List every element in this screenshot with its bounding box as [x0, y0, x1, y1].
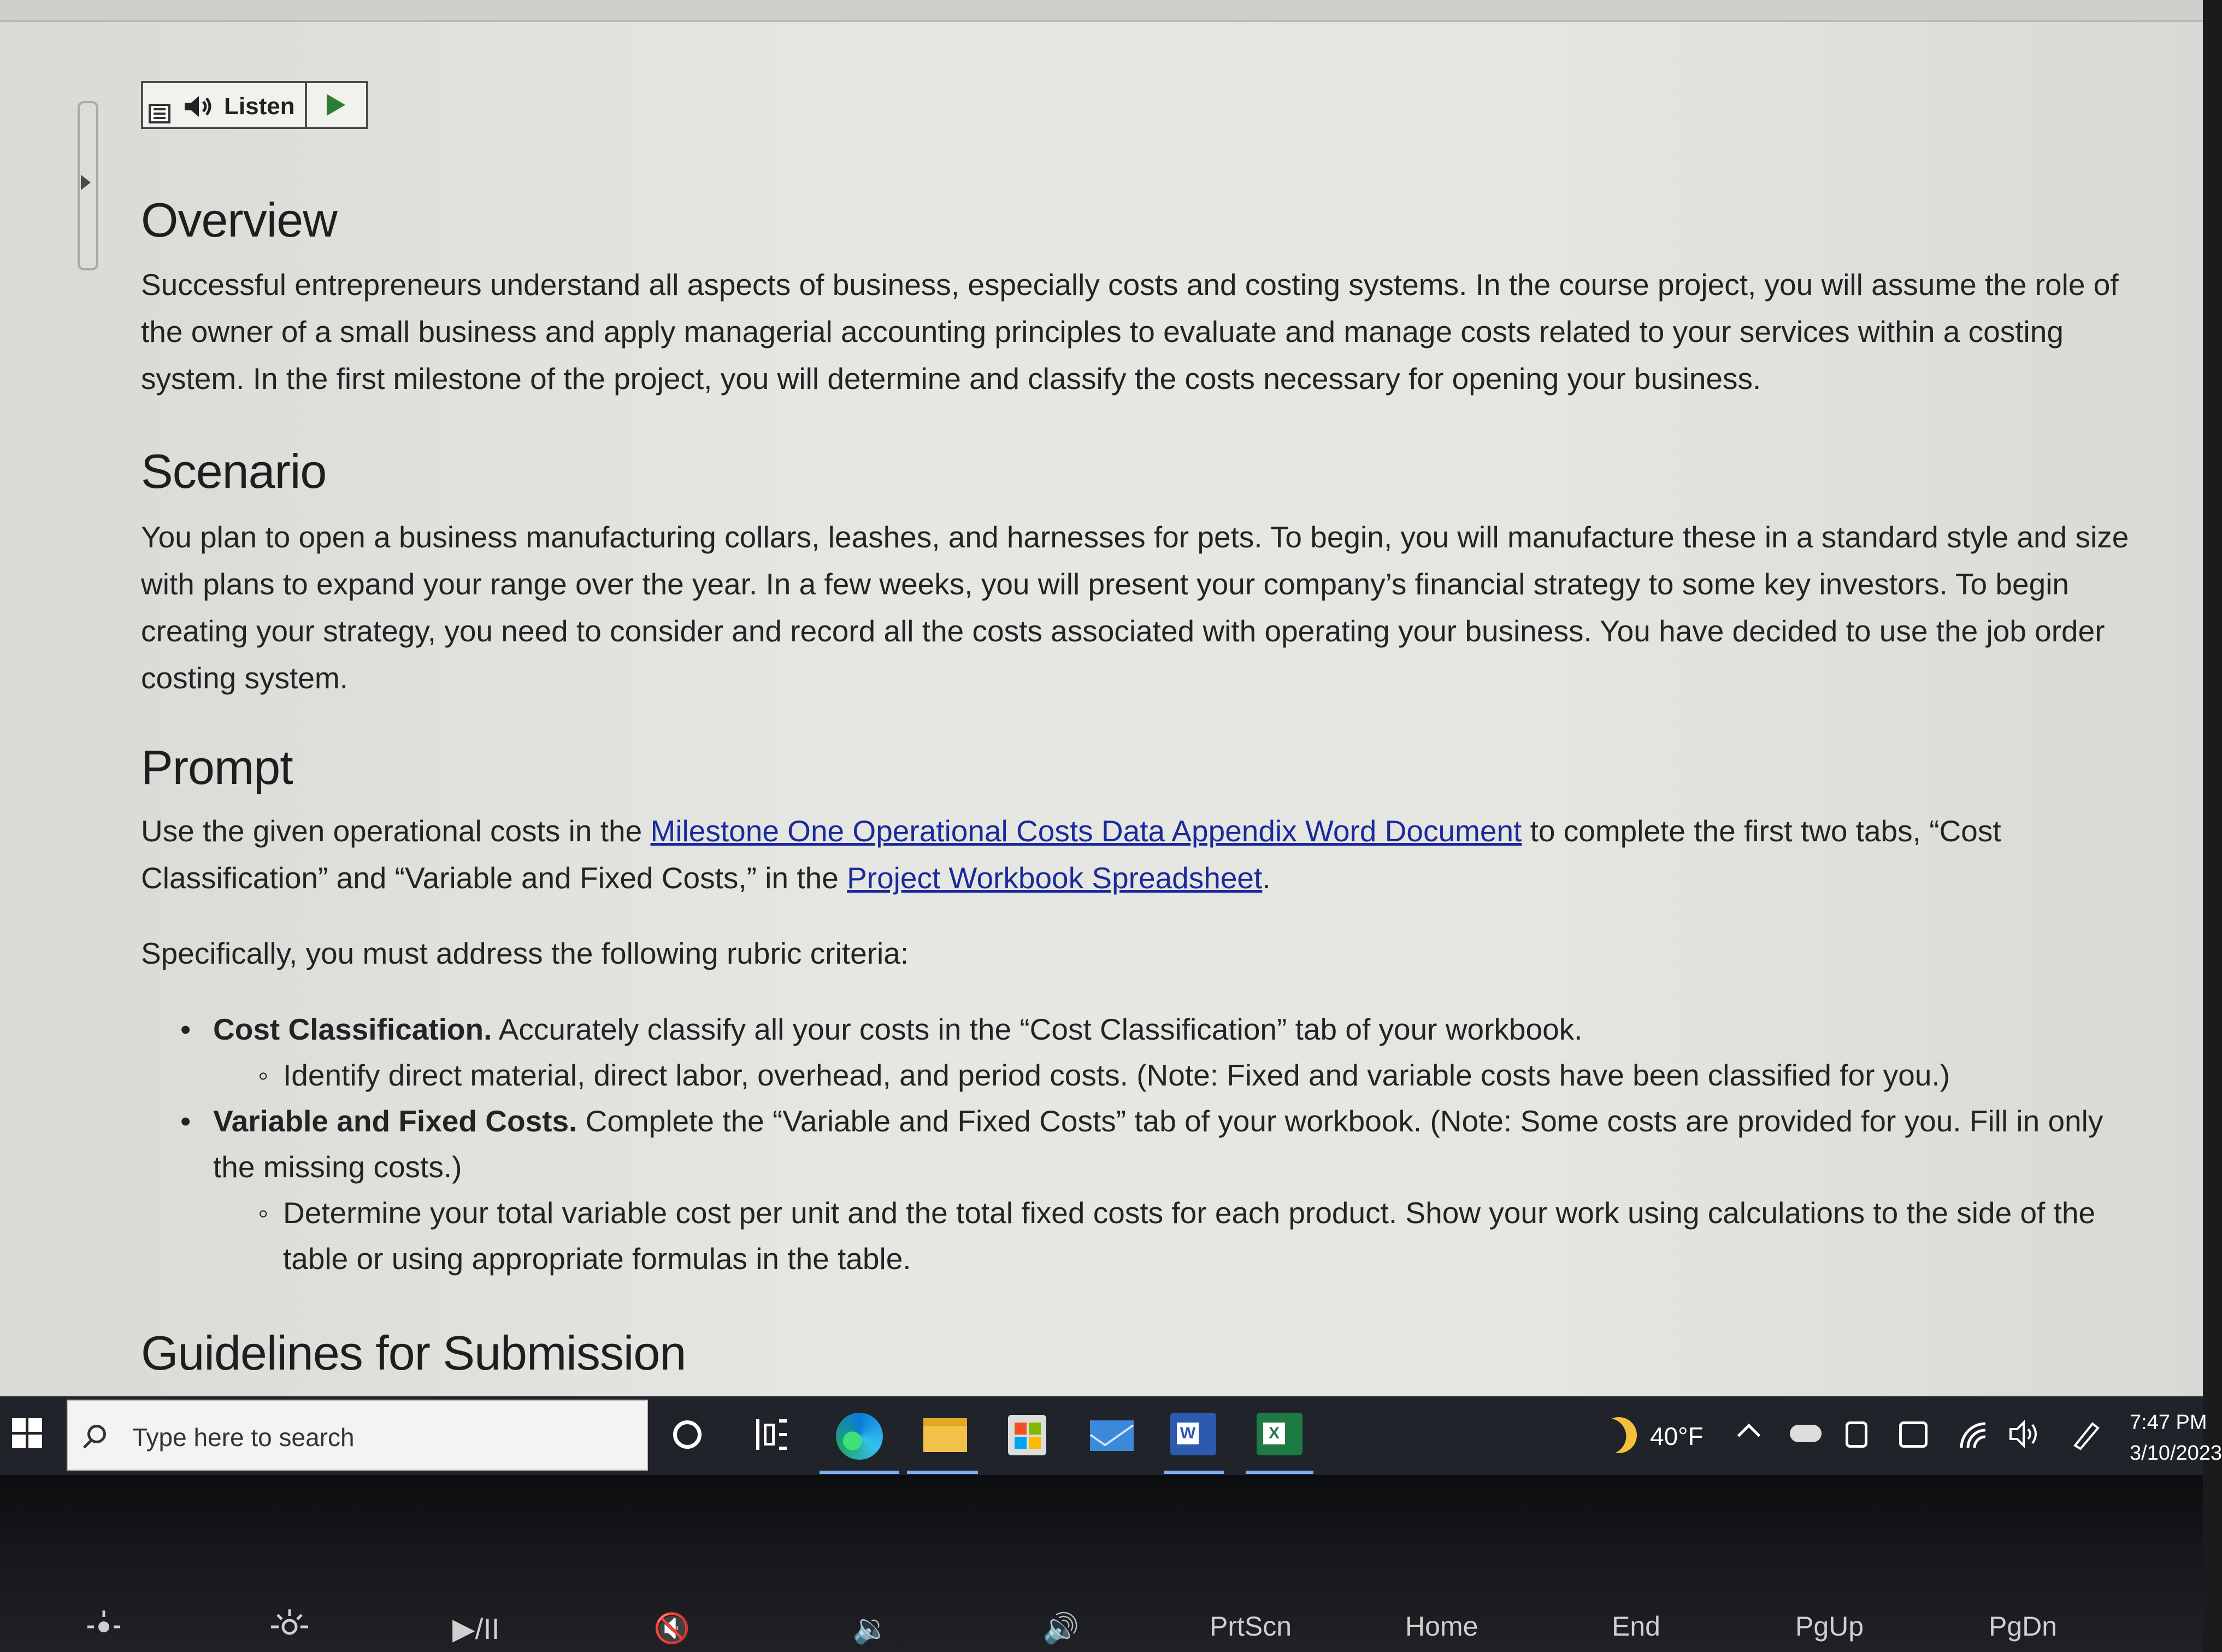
play-pause-key: ▶/II — [452, 1613, 500, 1645]
brightness-down-icon — [82, 1608, 126, 1636]
task-view-icon[interactable] — [756, 1419, 787, 1450]
wifi-icon[interactable] — [1958, 1420, 1989, 1449]
mail-icon[interactable] — [1090, 1420, 1134, 1451]
listen-divider — [305, 83, 307, 127]
listen-widget[interactable] — [141, 81, 368, 129]
microsoft-store-icon[interactable] — [1008, 1415, 1046, 1455]
criterion-sub-item: ◦ Determine your total variable cost per unit and the total fixed costs for each product. Show your work using calculations to the side of the table or using appropriate formulas in the table. — [213, 1190, 2130, 1282]
pen-icon[interactable] — [2071, 1418, 2102, 1450]
volume-down-key: 🔉 — [852, 1612, 889, 1645]
excel-icon[interactable]: X — [1257, 1413, 1302, 1455]
search-icon — [87, 1425, 106, 1443]
criterion-variable-fixed-costs: • Variable and Fixed Costs. Complete the “Variable and Fixed Costs” tab of your workbook. (Note: Some costs are provided for you. Fill in only the missing costs.) ◦ Determine your total variable cost per unit and the total fixed costs for each product. Show your work using calculations to the side of the table or using appropriate formulas in the table. — [141, 1098, 2130, 1282]
rubric-criteria-list — [141, 1006, 2130, 1282]
display-icon[interactable] — [1899, 1421, 1928, 1448]
rubric-intro: Specifically, you must address the following rubric criteria: — [141, 936, 909, 970]
project-workbook-link[interactable]: Project Workbook Spreadsheet — [847, 861, 1263, 895]
speaker-icon — [182, 94, 215, 119]
active-app-indicator — [1164, 1471, 1224, 1474]
milestone-appendix-link[interactable]: Milestone One Operational Costs Data Appendix Word Document — [650, 814, 1522, 848]
pgup-key: PgUp — [1795, 1611, 1864, 1642]
guidelines-heading: Guidelines for Submission — [141, 1326, 686, 1380]
weather-temperature[interactable]: 40°F — [1650, 1422, 1704, 1450]
windows-start-icon[interactable] — [12, 1418, 43, 1449]
active-app-indicator — [820, 1471, 899, 1474]
criterion-cost-classification: • Cost Classification. Accurately classify all your costs in the “Cost Classification” tab of your workbook. ◦ Identify direct material, direct labor, overhead, and period costs. (Note: Fixed and variable costs have been classified for you.) — [141, 1006, 2130, 1098]
clock-time: 7:47 PM — [2130, 1411, 2207, 1434]
active-app-indicator — [1246, 1471, 1313, 1474]
criterion-sub-item: ◦ Identify direct material, direct labor, overhead, and period costs. (Note: Fixed and variable costs have been classified for you.) — [213, 1052, 2130, 1098]
system-clock[interactable] — [2130, 1407, 2222, 1468]
cortana-icon[interactable] — [673, 1420, 702, 1449]
browser-top-edge — [0, 0, 2203, 22]
prompt-text: Use the given operational costs in the Milestone One Operational Costs Data Appendix Word Document to complete the first two tabs, “Cost Classification” and “Variable and Fixed Costs,” in the Project Workbook Spreadsheet. — [141, 814, 2001, 895]
mute-key: 🔇 — [653, 1612, 691, 1645]
pgdn-key: PgDn — [1989, 1611, 2058, 1642]
expand-arrow-icon[interactable] — [81, 175, 91, 190]
overview-text: Successful entrepreneurs understand all aspects of business, especially costs and costing systems. In the course project, you will assume the role of the owner of a small business and apply managerial accounting principles to evaluate and manage costs related to your services within a costing system. In the first milestone of the project, you will determine and classify the costs necessary for opening your business. — [141, 268, 2119, 396]
listen-label[interactable]: Listen — [224, 93, 295, 120]
volume-icon[interactable] — [2008, 1420, 2041, 1448]
clock-date: 3/10/2023 — [2130, 1442, 2222, 1465]
prtscn-key: PrtScn — [1210, 1611, 1292, 1642]
overview-heading: Overview — [141, 193, 337, 247]
search-placeholder[interactable]: Type here to search — [132, 1423, 355, 1452]
edge-browser-icon[interactable] — [836, 1413, 883, 1460]
onedrive-cloud-icon[interactable] — [1790, 1425, 1822, 1442]
brightness-up-icon — [268, 1608, 311, 1636]
weather-moon-icon[interactable] — [1594, 1411, 1643, 1460]
taskbar-search-box[interactable] — [67, 1400, 648, 1471]
scenario-heading: Scenario — [141, 444, 327, 498]
show-hidden-icons-chevron-icon[interactable] — [1737, 1424, 1760, 1447]
volume-up-key: 🔊 — [1042, 1612, 1080, 1645]
meet-now-icon[interactable] — [1846, 1421, 1867, 1448]
play-icon[interactable] — [327, 94, 345, 116]
menu-icon[interactable] — [149, 104, 170, 123]
prompt-heading: Prompt — [141, 740, 293, 794]
file-explorer-icon[interactable] — [923, 1418, 967, 1452]
word-icon[interactable]: W — [1170, 1413, 1216, 1455]
home-key: Home — [1405, 1611, 1478, 1642]
taskbar — [0, 1396, 2222, 1475]
scenario-text: You plan to open a business manufacturing collars, leashes, and harnesses for pets. To begin, you will manufacture these in a standard style and size with plans to expand your range over the year. In a few weeks, you will present your company’s financial strategy to some key investors. To begin creating your strategy, you need to consider and record all the costs associated with operating your business. You have decided to use the job order costing system. — [141, 520, 2129, 695]
end-key: End — [1612, 1611, 1660, 1642]
laptop-keyboard — [0, 1475, 2203, 1652]
active-app-indicator — [907, 1471, 978, 1474]
